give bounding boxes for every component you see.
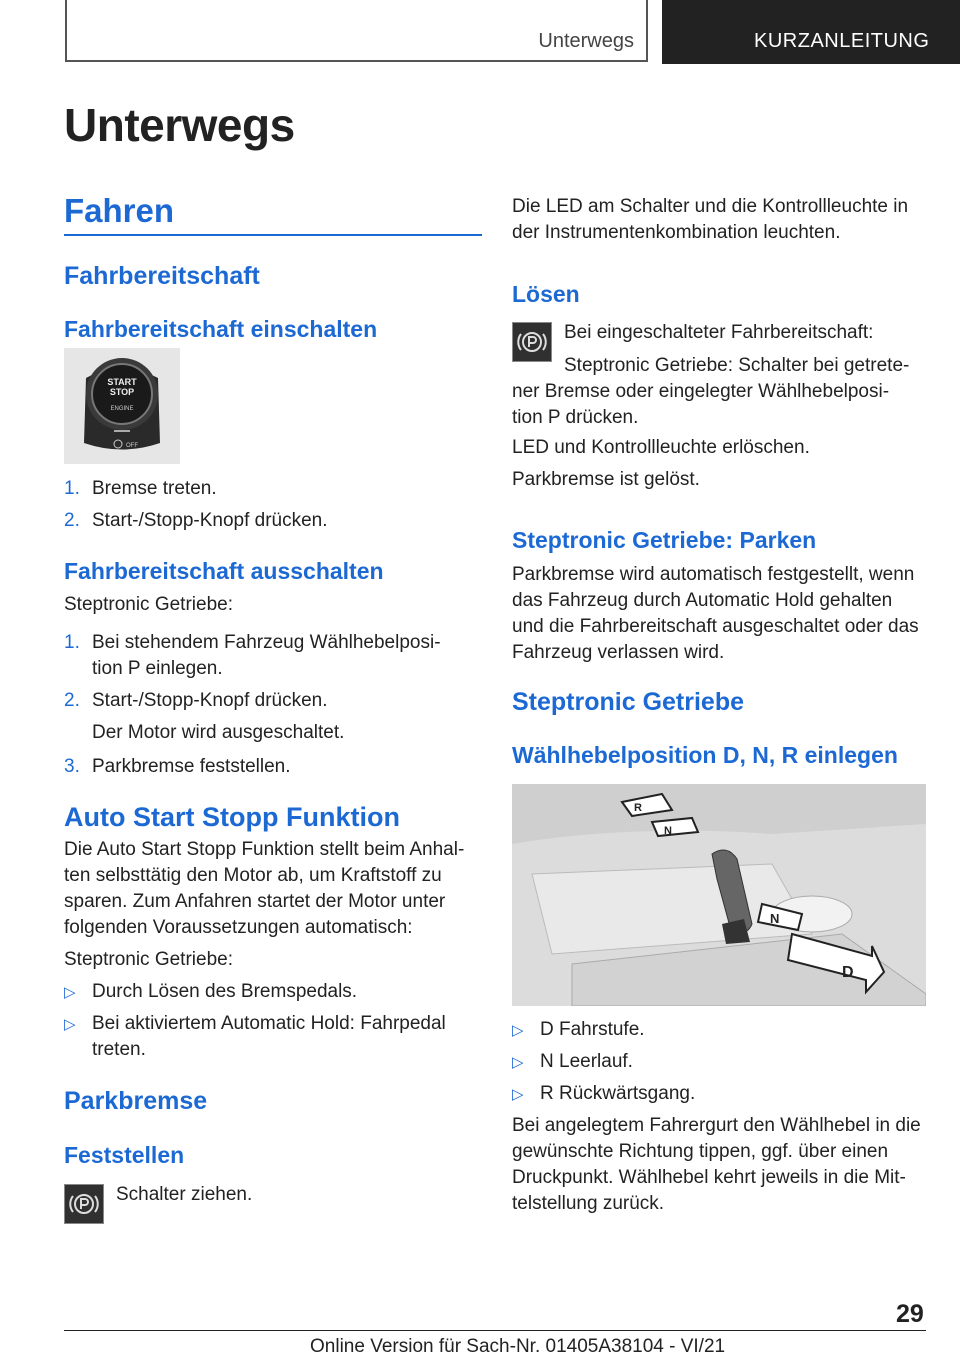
gear-bullet-n: ▷ N Leerlauf. (512, 1049, 633, 1076)
feststellen-text: Schalter ziehen. (116, 1184, 253, 1205)
gear-label-r: R (634, 802, 642, 814)
triangle-bullet-icon: ▷ (512, 1054, 524, 1071)
auto-para-line-2: ten selbsttätig den Motor ab, um Kraftstoff zu (64, 865, 442, 886)
page-title: Unterwegs (64, 99, 295, 151)
led-para-line-1: Die LED am Schalter und die Kontrollleuchte in (512, 196, 909, 217)
heading-steptronic-getriebe: Steptronic Getriebe (512, 688, 744, 716)
triangle-bullet-icon: ▷ (64, 1016, 76, 1033)
gear-bullet-r: ▷ R Rückwärtsgang. (512, 1081, 695, 1108)
auto-steptronic-label: Steptronic Getriebe: (64, 949, 233, 970)
led-para-line-2: der Instrumentenkombination leuchten. (512, 222, 841, 243)
engine-text: ENGINE (110, 406, 134, 412)
gear-label-n: N (770, 911, 780, 926)
loesen-geloest-text: Parkbremse ist gelöst. (512, 469, 700, 490)
stop-text: STOP (109, 387, 135, 397)
gear-selector-image (512, 784, 926, 1006)
auto-bullet-2: ▷ Bei aktiviertem Automatic Hold: Fahrpedal (64, 1011, 446, 1038)
einschalten-step-2: 2. Start-/Stopp-Knopf drücken. (64, 510, 328, 531)
heading-rule (64, 234, 482, 236)
start-stop-button-image (64, 348, 180, 464)
ausschalten-step-2-result: Der Motor wird ausgeschaltet. (92, 722, 345, 743)
auto-para-line-3: sparen. Zum Anfahren startet der Motor unter (64, 891, 446, 912)
triangle-bullet-icon: ▷ (64, 984, 76, 1001)
header-tab-label: KURZANLEITUNG (754, 30, 930, 52)
gear-para-line-3: Druckpunkt. Wählhebel kehrt jeweils in die Mit- (512, 1167, 906, 1188)
heading-loesen: Lösen (512, 281, 580, 307)
heading-feststellen: Feststellen (64, 1142, 185, 1168)
gear-para-line-2: gewünschte Richtung tippen, ggf. über einen (512, 1141, 889, 1162)
ausschalten-step-1-cont: tion P einlegen. (92, 658, 223, 679)
auto-bullet-2-cont: treten. (92, 1039, 146, 1060)
gear-label-n-top: N (664, 825, 672, 837)
header-section-label: Unterwegs (538, 30, 634, 52)
ausschalten-steptronic-label: Steptronic Getriebe: (64, 594, 233, 615)
parking-brake-icon (512, 322, 552, 362)
off-text: OFF (126, 443, 138, 449)
start-text: START (107, 377, 137, 387)
loesen-line-1: Bei eingeschalteter Fahrbereitschaft: (564, 322, 874, 343)
heading-ausschalten: Fahrbereitschaft ausschalten (64, 558, 384, 584)
loesen-led-text: LED und Kontrollleuchte erlöschen. (512, 437, 810, 458)
auto-para-line-4: folgenden Voraussetzungen automatisch: (64, 917, 413, 938)
ausschalten-step-3: 3. Parkbremse feststellen. (64, 756, 291, 777)
header-tab (662, 0, 960, 64)
parken-para-line-3: und die Fahrbereitschaft ausgeschaltet oder das (512, 616, 919, 637)
gear-para-line-1: Bei angelegtem Fahrergurt den Wählhebel in die (512, 1115, 921, 1136)
loesen-line-3: ner Bremse oder eingelegter Wählhebelposi- (512, 381, 890, 402)
heading-parkbremse: Parkbremse (64, 1087, 208, 1115)
triangle-bullet-icon: ▷ (512, 1086, 524, 1103)
page-number: 29 (896, 1300, 924, 1328)
heading-auto-start-stopp: Auto Start Stopp Funktion (64, 802, 400, 832)
heading-fahren: Fahren (64, 192, 175, 229)
ausschalten-step-1: 1. Bei stehendem Fahrzeug Wählhebelposi- (64, 632, 441, 653)
auto-bullet-1: ▷ Durch Lösen des Bremspedals. (64, 979, 357, 1006)
parking-brake-icon (64, 1184, 104, 1224)
footer-online-version: Online Version für Sach-Nr. 01405A38104 - VI/21 (310, 1336, 726, 1357)
gear-para-line-4: telstellung zurück. (512, 1193, 665, 1214)
parken-para-line-4: Fahrzeug verlassen wird. (512, 642, 725, 663)
loesen-line-4: tion P drücken. (512, 407, 639, 428)
heading-waehlhebel: Wählhebelposition D, N, R einlegen (512, 742, 898, 768)
heading-einschalten: Fahrbereitschaft einschalten (64, 316, 378, 342)
triangle-bullet-icon: ▷ (512, 1022, 524, 1039)
parken-para-line-2: das Fahrzeug durch Automatic Hold gehalten (512, 590, 893, 611)
gear-label-d: D (842, 964, 854, 981)
header-section-box (65, 0, 648, 62)
heading-parken: Steptronic Getriebe: Parken (512, 527, 817, 553)
auto-para-line-1: Die Auto Start Stopp Funktion stellt beim Anhal- (64, 839, 465, 860)
footer-rule (64, 1330, 926, 1331)
loesen-line-2: Steptronic Getriebe: Schalter bei getrete- (564, 355, 910, 376)
gear-bullet-d: ▷ D Fahrstufe. (512, 1017, 645, 1044)
ausschalten-step-2: 2. Start-/Stopp-Knopf drücken. (64, 690, 328, 711)
einschalten-step-1: 1. Bremse treten. (64, 478, 217, 499)
heading-fahrbereitschaft: Fahrbereitschaft (64, 262, 260, 290)
parken-para-line-1: Parkbremse wird automatisch festgestellt, wenn (512, 564, 915, 585)
